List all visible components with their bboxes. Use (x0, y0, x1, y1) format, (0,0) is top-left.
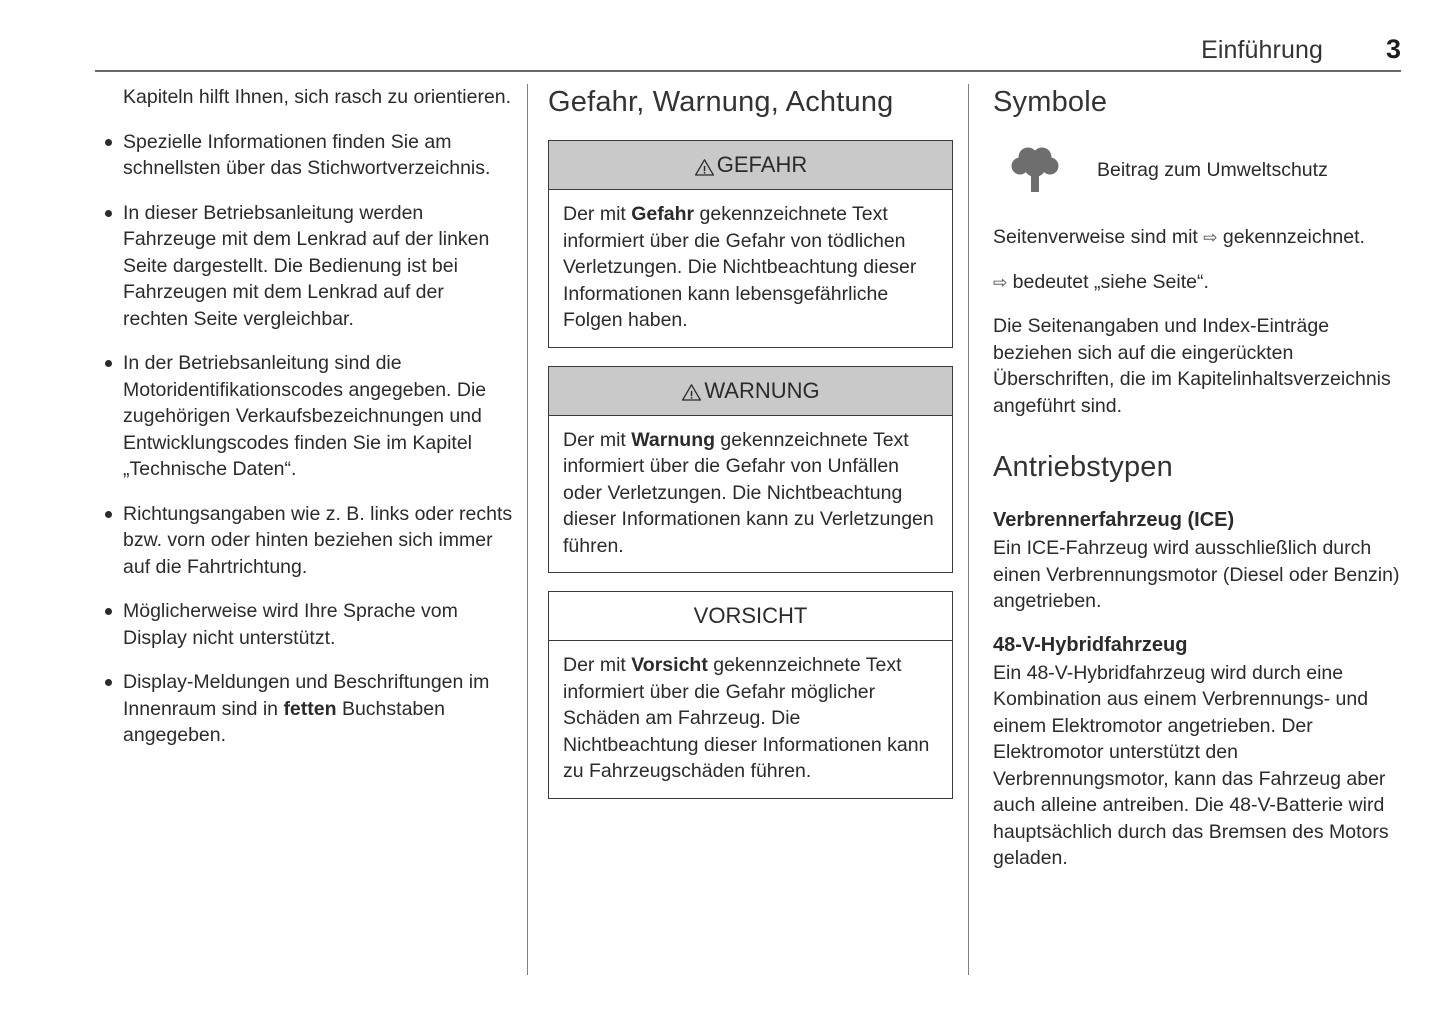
notice-header-label: WARNUNG (704, 377, 820, 403)
paragraph-pageref-suffix: gekennzeichnet. (1217, 226, 1365, 248)
lead-paragraph: Kapiteln hilft Ihnen, sich rasch zu orientieren. (123, 86, 512, 108)
list-item (105, 200, 513, 333)
page-number: 3 (1385, 34, 1401, 64)
right-column (993, 84, 1401, 872)
paragraph-ice: Ein ICE-Fahrzeug wird ausschließlich durch einen Verbrennungsmotor (Diesel oder Benzin) angetrieben. (993, 537, 1400, 612)
arrow-right-icon: ⇨ (993, 272, 1008, 292)
notice-body-warnung (549, 416, 952, 573)
symbol-label: Beitrag zum Umweltschutz (1097, 159, 1328, 181)
list-item-text: In der Betriebsanleitung sind die Motoridentifikationscodes angegeben. Die zugehörigen Verkaufsbezeichnungen und Entwicklungscodes finden Sie im Kapitel „Technische Daten“. (123, 352, 487, 480)
notice-body-suffix: gekennzeichnete Text informiert über die Gefahr möglicher Schäden am Fahrzeug. Die Nichtbeachtung dieser Informationen kann zu Fahrzeugschäden führen. (563, 654, 930, 782)
left-bullet-list (105, 129, 513, 749)
list-item-text: In dieser Betriebsanleitung werden Fahrzeuge mit dem Lenkrad auf der linken Seite dargestellt. Die Bedienung ist bei Fahrzeugen mit dem Lenkrad auf der rechten Seite vergleichbar. (123, 201, 490, 330)
list-item-text: Spezielle Informationen finden Sie am schnellsten über das Stichwortverzeichnis. (123, 130, 491, 179)
notice-box-gefahr (548, 140, 953, 348)
list-item-text-part1: Display-Meldungen und Beschriftungen im Innenraum sind in (123, 671, 490, 720)
subsection-title-hybrid: 48-V-Hybridfahrzeug (993, 633, 1188, 656)
list-item-display-messages (105, 669, 513, 749)
paragraph-pageref-prefix: Seitenverweise sind mit (993, 226, 1204, 248)
paragraph-arrow-meaning-text: bedeutet „siehe Seite“. (1007, 270, 1209, 293)
notice-body-suffix: gekennzeichnete Text informiert über die Gefahr von tödlichen Verletzungen. Die Nichtbeachtung dieser Informationen kann lebensgefährliche Folgen haben. (563, 203, 917, 331)
column-divider-right (968, 84, 969, 975)
notice-body-prefix: Der mit (563, 203, 632, 225)
symbol-entry-umweltschutz (993, 142, 1401, 198)
section-title-antriebstypen: Antriebstypen (993, 451, 1173, 483)
notice-box-warnung (548, 366, 953, 574)
paragraph-hybrid: Ein 48-V-Hybridfahrzeug wird durch eine Kombination aus einem Verbrennungs- und einem Elektromotor angetrieben. Der Elektromotor unterstützt den Verbrennungsmotor, kann das Fahrzeug aber auch alleine antreiben. Die 48-V-Batterie wird hauptsächlich durch das Bremsen des Motors geladen. (993, 661, 1389, 869)
tree-icon (1007, 144, 1063, 196)
notice-body-prefix: Der mit (563, 654, 632, 676)
warning-triangle-icon (694, 156, 715, 177)
bullet-dot-icon (105, 679, 112, 686)
arrow-right-icon: ⇨ (1203, 228, 1218, 247)
page-title-gefahr-warnung-achtung: Gefahr, Warnung, Achtung (548, 86, 894, 118)
column-divider-left (527, 84, 528, 975)
list-item-text: Möglicherweise wird Ihre Sprache vom Display nicht unterstützt. (123, 600, 458, 649)
bullet-dot-icon (105, 511, 112, 518)
notice-header-label: VORSICHT (693, 603, 808, 628)
list-item-text: Richtungsangaben wie z. B. links oder rechts bzw. vorn oder hinten beziehen sich immer auf die Fahrtrichtung. (123, 502, 513, 578)
section-title-symbole: Symbole (993, 86, 1108, 118)
paragraph-index: Die Seitenangaben und Index-Einträge beziehen sich auf die eingerückten Überschriften, die im Kapitelinhaltsverzeichnis angeführt sind. (993, 315, 1391, 417)
notice-body-bold: Gefahr (631, 203, 695, 225)
notice-body-bold: Vorsicht (631, 654, 708, 676)
notice-header-warnung (549, 367, 952, 416)
notice-body-vorsicht (549, 641, 952, 798)
list-item-text-part2: Buchstaben angegeben. (123, 697, 445, 746)
notice-body-prefix: Der mit (563, 428, 632, 451)
subsection-title-ice: Verbrennerfahrzeug (ICE) (993, 509, 1235, 531)
notice-body-gefahr (549, 190, 952, 347)
left-column (105, 84, 513, 767)
paragraph-pageref (993, 224, 1401, 252)
chapter-title: Einführung (1201, 36, 1323, 64)
header-rule (95, 70, 1401, 72)
header-row (95, 34, 1401, 70)
paragraph-arrow-meaning (993, 269, 1401, 297)
notice-body-suffix: gekennzeichnete Text informiert über die Gefahr von Unfällen oder Verletzungen. Die Nichtbeachtung dieser Informationen kann zu Verletzungen führen. (563, 428, 934, 557)
middle-column (548, 84, 953, 817)
warning-triangle-icon (681, 381, 702, 402)
notice-box-vorsicht (548, 591, 953, 799)
list-item (105, 501, 513, 581)
bullet-dot-icon (105, 608, 112, 615)
bullet-dot-icon (105, 210, 112, 217)
bullet-dot-icon (105, 139, 112, 146)
list-item (105, 129, 513, 182)
notice-header-gefahr (549, 141, 952, 190)
notice-header-vorsicht (549, 592, 952, 641)
list-item-text-bold: fetten (283, 697, 337, 720)
list-item (105, 598, 513, 651)
page-header (95, 34, 1401, 70)
list-item (105, 350, 513, 483)
bullet-dot-icon (105, 360, 112, 367)
notice-body-bold: Warnung (631, 428, 716, 451)
notice-header-label: GEFAHR (716, 152, 808, 177)
